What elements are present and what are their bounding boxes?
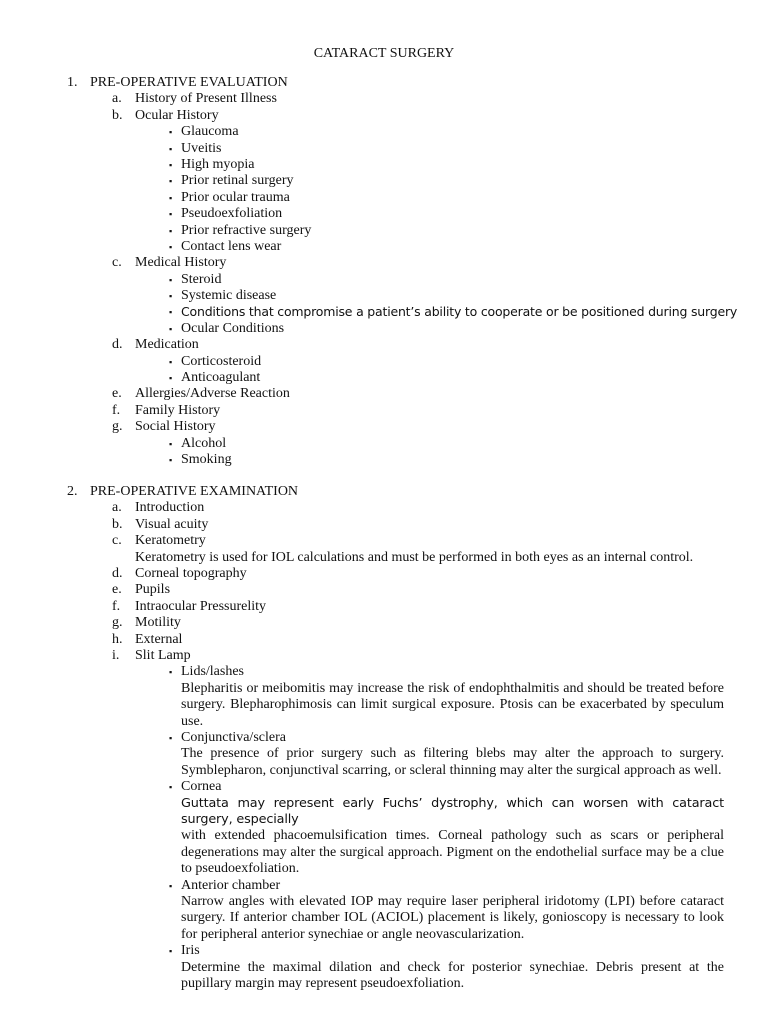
bullet-item <box>0 436 768 452</box>
bullet-label: Glaucoma <box>181 124 239 140</box>
item-label: Intraocular Pressurelity <box>135 598 267 614</box>
list-item <box>0 337 768 353</box>
bullet-item <box>0 124 768 140</box>
item-label: Social History <box>135 419 216 435</box>
item-label: Introduction <box>135 500 205 516</box>
bullet-label: Cornea <box>181 779 222 795</box>
item-letter: h. <box>112 631 123 647</box>
bullet-item <box>0 206 768 222</box>
bullet-item <box>0 272 768 288</box>
section-number: 1. <box>67 75 78 90</box>
bullet-label: Lids/lashes <box>181 664 244 680</box>
section-title: PRE-OPERATIVE EVALUATION <box>90 75 288 90</box>
bullet-label: Pseudoexfoliation <box>181 206 283 222</box>
item-label: Pupils <box>135 582 171 598</box>
bullet-label: Anticoagulant <box>181 370 261 386</box>
bullet-label: Prior ocular trauma <box>181 189 290 205</box>
section-number: 2. <box>67 484 78 499</box>
bullet-icon: ▪ <box>169 667 173 678</box>
bullet-label: Contact lens wear <box>181 238 282 254</box>
item-label: Motility <box>135 615 181 631</box>
item-letter: b. <box>112 107 123 123</box>
bullet-icon: ▪ <box>169 209 173 220</box>
section-heading <box>0 75 768 91</box>
bullet-item <box>0 664 768 680</box>
list-item <box>0 566 768 582</box>
bullet-label: Alcohol <box>181 435 227 451</box>
bullet-item <box>0 190 768 206</box>
item-letter: i. <box>112 647 120 663</box>
item-label: Family History <box>135 402 221 418</box>
item-letter: b. <box>112 516 123 532</box>
bullet-icon: ▪ <box>169 225 173 236</box>
item-letter: c. <box>112 533 122 549</box>
bullet-icon: ▪ <box>169 143 173 154</box>
section-pre-operative-examination <box>0 484 768 992</box>
bullet-item <box>0 288 768 304</box>
bullet-icon: ▪ <box>169 159 173 170</box>
bullet-item <box>0 321 768 337</box>
bullet-icon: ▪ <box>169 307 173 318</box>
bullet-label: Ocular Conditions <box>181 320 285 336</box>
bullet-item <box>0 354 768 370</box>
bullet-item <box>0 452 768 468</box>
item-label: Medical History <box>135 255 227 271</box>
item-letter: g. <box>112 419 123 435</box>
bullet-icon: ▪ <box>169 732 173 743</box>
item-letter: c. <box>112 255 122 271</box>
list-item <box>0 599 768 615</box>
item-label: Visual acuity <box>135 516 209 532</box>
bullet-item <box>0 779 768 795</box>
bullet-icon: ▪ <box>169 373 173 384</box>
item-label: Ocular History <box>135 107 219 123</box>
item-label: Slit Lamp <box>135 647 191 663</box>
cornea-paragraph-lead: Guttata may represent early Fuchs’ dystrophy, which can worsen with cataract surgery, especially <box>181 795 724 827</box>
item-letter: f. <box>112 598 121 614</box>
bullet-icon: ▪ <box>169 356 173 367</box>
item-letter: a. <box>112 500 122 516</box>
bullet-label: Prior refractive surgery <box>181 222 312 238</box>
bullet-item <box>0 370 768 386</box>
item-label: Allergies/Adverse Reaction <box>135 386 290 402</box>
bullet-label: High myopia <box>181 156 255 172</box>
bullet-icon: ▪ <box>169 176 173 187</box>
item-label: External <box>135 631 183 647</box>
section-title: PRE-OPERATIVE EXAMINATION <box>90 484 299 499</box>
bullet-icon: ▪ <box>169 946 173 957</box>
bullet-icon: ▪ <box>169 291 173 302</box>
bullet-label: Smoking <box>181 451 232 467</box>
bullet-icon: ▪ <box>169 880 173 891</box>
bullet-label: Uveitis <box>181 140 222 156</box>
item-note <box>0 550 768 566</box>
bullet-item <box>0 943 768 959</box>
bullet-icon: ▪ <box>169 782 173 793</box>
bullet-icon: ▪ <box>169 192 173 203</box>
anterior-chamber-paragraph: Narrow angles with elevated IOP may require laser peripheral iridotomy (LPI) before cataract surgery. If anterior chamber IOL (ACIOL) placement is likely, gonioscopy is necessary to look for peripheral anterior synechiae or angle neovascularization. <box>181 893 724 942</box>
bullet-label: Conjunctiva/sclera <box>181 729 286 745</box>
bullet-icon: ▪ <box>169 274 173 285</box>
item-label: Corneal topography <box>135 565 247 581</box>
item-letter: a. <box>112 91 122 107</box>
list-item <box>0 517 768 533</box>
section-heading <box>0 484 768 500</box>
bullet-item <box>0 157 768 173</box>
bullet-item <box>0 173 768 189</box>
list-item <box>0 582 768 598</box>
bullet-label: Anterior chamber <box>181 877 281 893</box>
bullet-label: Steroid <box>181 271 222 287</box>
bullet-icon: ▪ <box>169 241 173 252</box>
item-letter: e. <box>112 582 122 598</box>
item-letter: f. <box>112 402 121 418</box>
item-label: History of Present Illness <box>135 91 277 107</box>
bullet-item <box>0 878 768 894</box>
keratometry-note: Keratometry is used for IOL calculations and must be performed in both eyes as an internal control. <box>135 549 694 565</box>
bullet-icon: ▪ <box>169 454 173 465</box>
list-item <box>0 632 768 648</box>
list-item <box>0 108 768 124</box>
bullet-icon: ▪ <box>169 323 173 334</box>
list-item <box>0 386 768 402</box>
item-letter: d. <box>112 565 123 581</box>
lids-lashes-paragraph: Blepharitis or meibomitis may increase the risk of endophthalmitis and should be treated before surgery. Blepharophimosis can limit surgical exposure. Ptosis can be exacerbated by speculum use. <box>181 680 724 729</box>
bullet-icon: ▪ <box>169 438 173 449</box>
bullet-label: Systemic disease <box>181 288 277 304</box>
bullet-item <box>0 223 768 239</box>
item-letter: e. <box>112 386 122 402</box>
item-letter: d. <box>112 337 123 353</box>
list-item <box>0 255 768 271</box>
bullet-item <box>0 239 768 255</box>
list-item <box>0 419 768 435</box>
bullet-label: Conditions that compromise a patient’s ability to cooperate or be positioned during surgery <box>181 304 738 320</box>
cornea-paragraph: with extended phacoemulsification times. Corneal pathology such as scars or peripheral degenerations may alter the surgical approach. Pigment on the endothelial surface may be a clue to pseudoexfoliation. <box>181 828 724 877</box>
conjunctiva-sclera-paragraph: The presence of prior surgery such as filtering blebs may alter the approach to surgery. Symblepharon, conjunctival scarring, or scleral thinning may alter the surgical approach as well. <box>181 746 724 778</box>
bullet-item <box>0 304 768 320</box>
section-pre-operative-evaluation <box>0 75 768 468</box>
item-label: Medication <box>135 337 199 353</box>
bullet-item <box>0 730 768 746</box>
list-item <box>0 533 768 549</box>
list-item <box>0 615 768 631</box>
iris-paragraph: Determine the maximal dilation and check for posterior synechiae. Debris present at the pupillary margin may represent pseudoexfoliation. <box>181 959 724 991</box>
bullet-icon: ▪ <box>169 127 173 138</box>
list-item <box>0 500 768 516</box>
bullet-label: Corticosteroid <box>181 353 262 369</box>
item-label: Keratometry <box>135 533 206 549</box>
list-item <box>0 403 768 419</box>
list-item <box>0 648 768 664</box>
item-letter: g. <box>112 615 123 631</box>
bullet-item <box>0 141 768 157</box>
bullet-label: Prior retinal surgery <box>181 173 294 189</box>
document-title: CATARACT SURGERY <box>313 46 455 61</box>
list-item <box>0 91 768 107</box>
bullet-label: Iris <box>181 943 200 959</box>
